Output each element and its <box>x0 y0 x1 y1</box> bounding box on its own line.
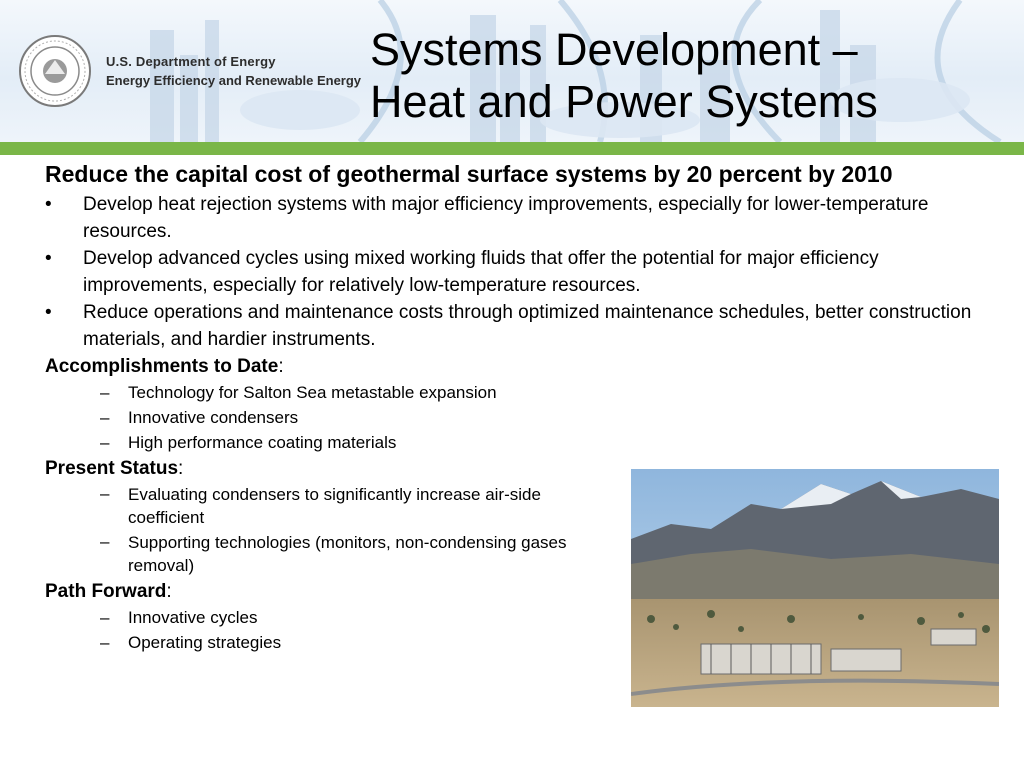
accomplishments-list <box>45 380 620 455</box>
section-label: Path Forward <box>45 581 167 602</box>
section-label: Present Status <box>45 458 179 479</box>
dash-glyph: – <box>100 532 110 551</box>
bullet-text: Develop advanced cycles using mixed working fluids that offer the potential for major efficiency improvements, especially for relatively low-temperature resources. <box>83 248 879 296</box>
list-item <box>45 482 620 530</box>
bullet-glyph: • <box>45 302 52 323</box>
doe-seal-icon <box>18 34 92 108</box>
bullet-text: Develop heat rejection systems with major efficiency improvements, especially for lower-temperature resources. <box>83 194 929 242</box>
title-line-2: Heat and Power Systems <box>370 76 878 127</box>
section-heading-present-status: Present Status: <box>45 458 184 479</box>
list-item <box>45 405 620 430</box>
org-line-2: Energy Efficiency and Renewable Energy <box>106 73 362 88</box>
goal-bullet <box>45 299 990 353</box>
title-line-1: Systems Development – <box>370 24 858 75</box>
organization-name <box>106 54 361 88</box>
list-item-text: Evaluating condensers to significantly increase air-side coefficient <box>128 485 541 527</box>
list-item <box>45 430 620 455</box>
geothermal-plant-photo <box>631 469 999 707</box>
bullet-glyph: • <box>45 194 52 215</box>
goal-bullet <box>45 245 990 299</box>
bullet-text: Reduce operations and maintenance costs through optimized maintenance schedules, better construction materials, and hardier instruments. <box>83 302 972 350</box>
green-divider-bar <box>0 142 1024 155</box>
goal-bullet-list <box>45 191 990 353</box>
list-item <box>45 605 620 630</box>
dash-glyph: – <box>100 608 110 627</box>
section-heading-path-forward: Path Forward: <box>45 581 172 602</box>
section-label: Accomplishments to Date <box>45 356 279 377</box>
dash-glyph: – <box>100 633 110 652</box>
section-heading-accomplishments: Accomplishments to Date: <box>45 356 284 377</box>
org-line-1: U.S. Department of Energy <box>106 54 276 69</box>
list-item-text: Operating strategies <box>128 633 282 652</box>
header-banner <box>0 0 1024 142</box>
list-item <box>45 380 620 405</box>
dash-glyph: – <box>100 408 110 427</box>
slide-title <box>370 24 878 128</box>
dash-glyph: – <box>100 484 110 503</box>
list-item-text: High performance coating materials <box>128 433 397 452</box>
list-item-text: Technology for Salton Sea metastable expansion <box>128 383 497 402</box>
dash-glyph: – <box>100 383 110 402</box>
list-item-text: Supporting technologies (monitors, non-condensing gases removal) <box>128 533 567 575</box>
path-forward-list <box>45 605 620 655</box>
list-item-text: Innovative cycles <box>128 608 258 627</box>
present-status-list <box>45 482 620 578</box>
bullet-glyph: • <box>45 248 52 269</box>
list-item-text: Innovative condensers <box>128 408 299 427</box>
goal-bullet <box>45 191 990 245</box>
goal-heading: Reduce the capital cost of geothermal surface systems by 20 percent by 2010 <box>45 161 893 187</box>
list-item <box>45 530 620 578</box>
list-item <box>45 630 620 655</box>
dash-glyph: – <box>100 433 110 452</box>
